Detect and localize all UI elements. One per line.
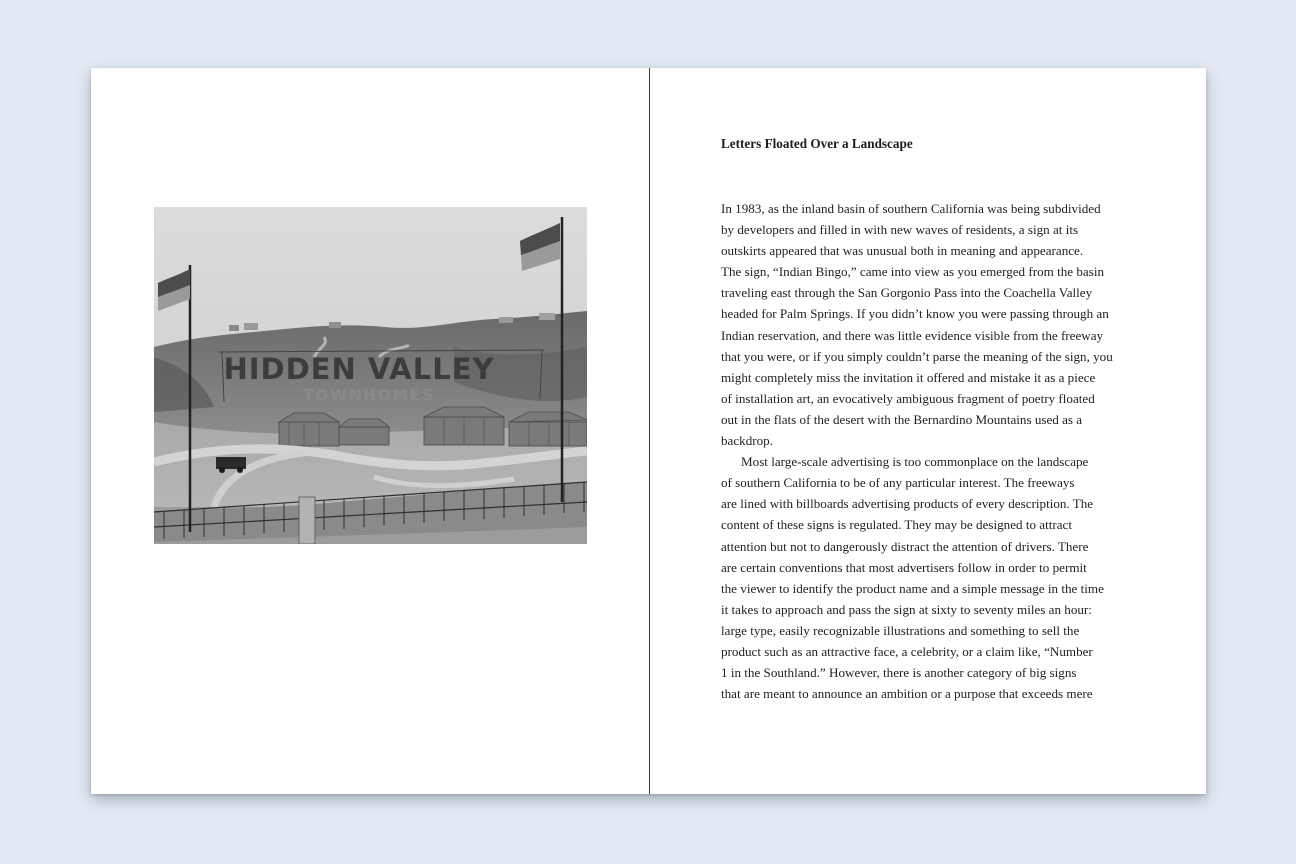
- text-line: The sign, “Indian Bingo,” came into view as you emerged from the basin: [721, 264, 1105, 280]
- text-line: are certain conventions that most advertisers follow in order to permit: [721, 559, 1087, 575]
- body-text: [721, 198, 1141, 704]
- text-line: outskirts appeared that was unusual both in meaning and appearance.: [721, 243, 1084, 259]
- text-line: headed for Palm Springs. If you didn’t know you were passing through an: [721, 306, 1109, 322]
- text-line: it takes to approach and pass the sign at sixty to seventy miles an hour:: [721, 601, 1092, 617]
- chapter-heading: Letters Floated Over a Landscape: [721, 136, 913, 151]
- text-line: that you were, or if you simply couldn’t parse the meaning of the sign, you: [721, 348, 1113, 364]
- hillside-sign-photo: [154, 207, 587, 544]
- text-line: content of these signs is regulated. They may be designed to attract: [721, 517, 1073, 533]
- text-line: of southern California to be of any particular interest. The freeways: [721, 475, 1075, 491]
- text-line: of installation art, an evocatively ambiguous fragment of poetry floated: [721, 390, 1095, 406]
- text-line: Indian reservation, and there was little evidence visible from the freeway: [721, 327, 1104, 343]
- paragraph: [721, 198, 1141, 451]
- text-line: backdrop.: [721, 433, 773, 449]
- text-line: might completely miss the invitation it offered and mistake it as a piece: [721, 369, 1096, 385]
- text-line: the viewer to identify the product name and a simple message in the time: [721, 580, 1104, 596]
- text-line: Most large-scale advertising is too commonplace on the landscape: [741, 454, 1089, 470]
- text-line: 1 in the Southland.” However, there is another category of big signs: [721, 665, 1077, 681]
- text-line: out in the flats of the desert with the Bernardino Mountains used as a: [721, 411, 1083, 427]
- text-line: product such as an attractive face, a celebrity, or a claim like, “Number: [721, 643, 1093, 659]
- text-line: that are meant to announce an ambition or a purpose that exceeds mere: [721, 686, 1093, 702]
- book-spread: [91, 68, 1206, 794]
- sign-subletters: TOWNHOMES: [303, 386, 435, 404]
- left-page: [91, 68, 649, 794]
- text-line: by developers and filled in with new waves of residents, a sign at its: [721, 222, 1079, 238]
- sign-letters: HIDDEN VALLEY: [223, 352, 495, 386]
- text-line: In 1983, as the inland basin of southern California was being subdivided: [721, 201, 1101, 216]
- text-line: large type, easily recognizable illustrations and something to sell the: [721, 622, 1080, 638]
- text-line: are lined with billboards advertising products of every description. The: [721, 496, 1094, 512]
- right-page: [650, 68, 1206, 794]
- text-line: attention but not to dangerously distract the attention of drivers. There: [721, 538, 1089, 554]
- paragraph: [721, 451, 1141, 704]
- text-line: traveling east through the San Gorgonio Pass into the Coachella Valley: [721, 285, 1093, 301]
